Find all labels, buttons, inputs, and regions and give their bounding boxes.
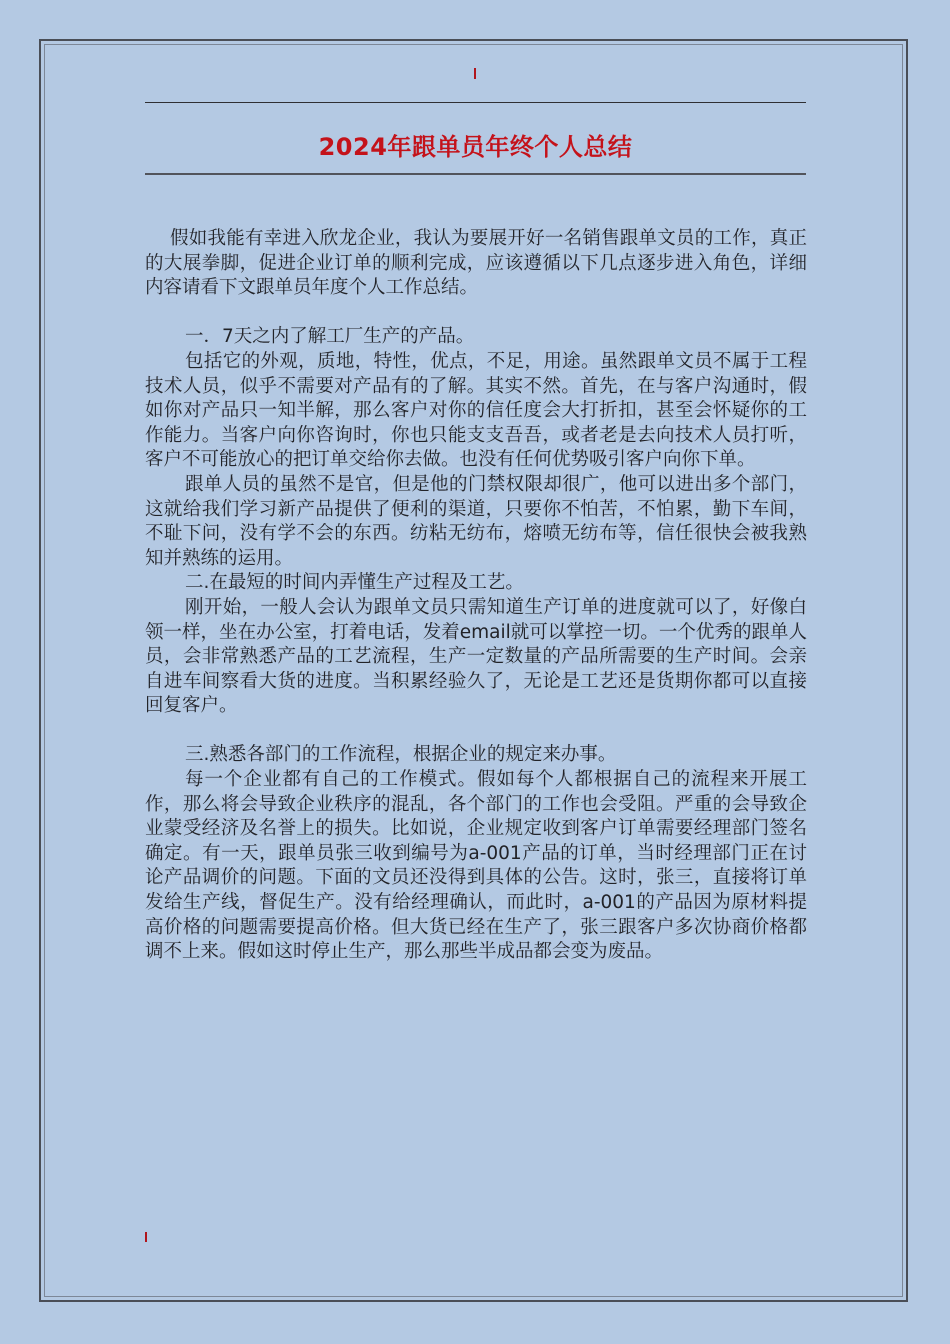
- intro-paragraph: 假如我能有幸进入欣龙企业，我认为要展开好一名销售跟单文员的工作，真正的大展拳脚，促进企业订单的顺利完成，应该遵循以下几点逐步进入角色，详细内容请看下文跟单员年度个人工作总结。: [145, 228, 807, 299]
- header-marker: [474, 68, 476, 79]
- section-heading-3: 三.熟悉各部门的工作流程，根据企业的规定来办事。: [185, 744, 617, 766]
- header-rule: [145, 102, 806, 103]
- body-paragraph: 包括它的外观，质地，特性，优点，不足，用途。虽然跟单文员不属于工程技术人员，似乎不需要对产品有的了解。其实不然。首先，在与客户沟通时，假如你对产品只一知半解，那么客户对你的信任度会大打折扣，甚至会怀疑你的工作能力。当客户向你咨询时，你也只能支支吾吾，或者老是去向技术人员打听，客户不可能放心的把订单交给你去做。也没有任何优势吸引客户向你下单。: [145, 350, 807, 471]
- paragraph-spacer: [145, 719, 807, 744]
- document-body: [145, 227, 807, 965]
- body-paragraph: 每一个企业都有自己的工作模式。假如每个人都根据自己的流程来开展工作，那么将会导致企业秩序的混乱，各个部门的工作也会受阻。严重的会导致企业蒙受经济及名誉上的损失。比如说，企业规定收到客户订单需要经理部门签名确定。有一天，跟单员张三收到编号为a-001产品的订单，当时经理部门正在讨论产品调价的问题。下面的文员还没得到具体的公告。这时，张三，直接将订单发给生产线，督促生产。没有给经理确认，而此时，a-001的产品因为原材料提高价格的问题需要提高价格。但大货已经在生产了，张三跟客户多次协商价格都调不上来。假如这时停止生产，那么那些半成品都会变为废品。: [145, 769, 807, 963]
- document-title: 2024年跟单员年终个人总结: [318, 133, 633, 161]
- body-paragraph: 刚开始，一般人会认为跟单文员只需知道生产订单的进度就可以了，好像白领一样，坐在办公室，打着电话，发着email就可以掌控一切。一个优秀的跟单人员，会非常熟悉产品的工艺流程，生产一定数量的产品所需要的生产时间。会亲自进车间察看大货的进度。当积累经验久了，无论是工艺还是货期你都可以直接回复客户。: [145, 596, 807, 717]
- title-underline: [145, 173, 806, 175]
- section-heading-1: 一．7天之内了解工厂生产的产品。: [185, 326, 475, 348]
- body-paragraph: 跟单人员的虽然不是官，但是他的门禁权限却很广，他可以进出多个部门，这就给我们学习新产品提供了便利的渠道，只要你不怕苦，不怕累，勤下车间，不耻下问，没有学不会的东西。纺粘无纺布，熔喷无纺布等，信任很快会被我熟知并熟练的运用。: [145, 473, 807, 569]
- footer-marker: [145, 1232, 147, 1242]
- paragraph-spacer: [145, 301, 807, 326]
- section-heading-2: 二.在最短的时间内弄懂生产过程及工艺。: [185, 572, 524, 594]
